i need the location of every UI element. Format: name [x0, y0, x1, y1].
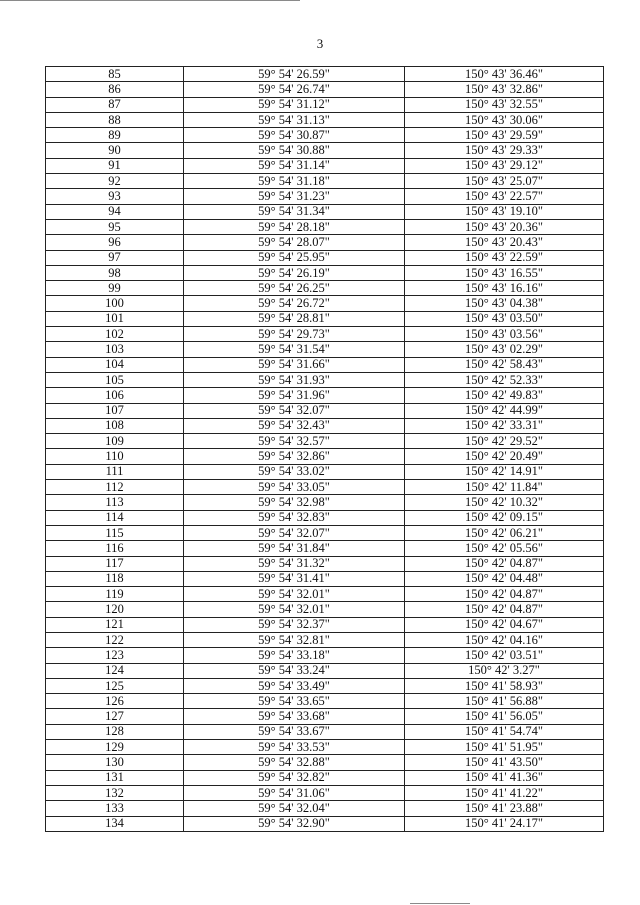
table-row [46, 418, 604, 433]
longitude-cell: 150° 42' 06.21" [405, 525, 604, 540]
longitude-cell: 150° 42' 05.56" [405, 541, 604, 556]
longitude-cell: 150° 42' 20.49" [405, 449, 604, 464]
point-number-cell: 134 [46, 816, 184, 831]
table-row [46, 235, 604, 250]
latitude-cell: 59° 54' 32.83" [184, 510, 405, 525]
latitude-cell: 59° 54' 31.12" [184, 97, 405, 112]
table-row [46, 556, 604, 571]
latitude-cell: 59° 54' 32.57" [184, 434, 405, 449]
table-row [46, 67, 604, 82]
point-number-cell: 99 [46, 281, 184, 296]
point-number-cell: 116 [46, 541, 184, 556]
point-number-cell: 112 [46, 480, 184, 495]
table-row [46, 449, 604, 464]
table-row [46, 174, 604, 189]
point-number-cell: 98 [46, 265, 184, 280]
longitude-cell: 150° 42' 49.83" [405, 388, 604, 403]
longitude-cell: 150° 42' 04.87" [405, 602, 604, 617]
table-row [46, 663, 604, 678]
point-number-cell: 90 [46, 143, 184, 158]
table-row [46, 816, 604, 831]
table-row [46, 495, 604, 510]
table-row [46, 464, 604, 479]
longitude-cell: 150° 41' 58.93" [405, 678, 604, 693]
point-number-cell: 91 [46, 158, 184, 173]
latitude-cell: 59° 54' 32.86" [184, 449, 405, 464]
table-row [46, 281, 604, 296]
point-number-cell: 102 [46, 327, 184, 342]
coordinates-table-body [46, 67, 604, 832]
point-number-cell: 121 [46, 617, 184, 632]
longitude-cell: 150° 43' 32.55" [405, 97, 604, 112]
table-row [46, 403, 604, 418]
table-row [46, 724, 604, 739]
latitude-cell: 59° 54' 32.82" [184, 770, 405, 785]
coordinates-table [45, 66, 604, 832]
point-number-cell: 97 [46, 250, 184, 265]
longitude-cell: 150° 43' 16.55" [405, 265, 604, 280]
longitude-cell: 150° 43' 25.07" [405, 174, 604, 189]
latitude-cell: 59° 54' 26.19" [184, 265, 405, 280]
point-number-cell: 111 [46, 464, 184, 479]
point-number-cell: 95 [46, 219, 184, 234]
latitude-cell: 59° 54' 33.05" [184, 480, 405, 495]
table-row [46, 480, 604, 495]
latitude-cell: 59° 54' 32.07" [184, 403, 405, 418]
table-row [46, 219, 604, 234]
table-row [46, 694, 604, 709]
point-number-cell: 87 [46, 97, 184, 112]
point-number-cell: 126 [46, 694, 184, 709]
table-row [46, 632, 604, 647]
point-number-cell: 114 [46, 510, 184, 525]
point-number-cell: 122 [46, 632, 184, 647]
longitude-cell: 150° 42' 11.84" [405, 480, 604, 495]
longitude-cell: 150° 41' 56.88" [405, 694, 604, 709]
table-row [46, 388, 604, 403]
latitude-cell: 59° 54' 26.74" [184, 82, 405, 97]
point-number-cell: 107 [46, 403, 184, 418]
point-number-cell: 130 [46, 755, 184, 770]
latitude-cell: 59° 54' 32.88" [184, 755, 405, 770]
point-number-cell: 123 [46, 648, 184, 663]
longitude-cell: 150° 43' 03.50" [405, 311, 604, 326]
point-number-cell: 127 [46, 709, 184, 724]
latitude-cell: 59° 54' 33.49" [184, 678, 405, 693]
longitude-cell: 150° 42' 04.87" [405, 556, 604, 571]
longitude-cell: 150° 43' 20.36" [405, 219, 604, 234]
point-number-cell: 133 [46, 801, 184, 816]
table-row [46, 189, 604, 204]
latitude-cell: 59° 54' 31.54" [184, 342, 405, 357]
point-number-cell: 104 [46, 357, 184, 372]
table-row [46, 204, 604, 219]
longitude-cell: 150° 43' 32.86" [405, 82, 604, 97]
point-number-cell: 94 [46, 204, 184, 219]
point-number-cell: 92 [46, 174, 184, 189]
table-row [46, 265, 604, 280]
table-row [46, 82, 604, 97]
longitude-cell: 150° 42' 03.51" [405, 648, 604, 663]
latitude-cell: 59° 54' 31.23" [184, 189, 405, 204]
table-row [46, 801, 604, 816]
latitude-cell: 59° 54' 28.81" [184, 311, 405, 326]
longitude-cell: 150° 42' 04.87" [405, 587, 604, 602]
point-number-cell: 132 [46, 785, 184, 800]
point-number-cell: 119 [46, 587, 184, 602]
scan-artifact-line [410, 903, 470, 904]
latitude-cell: 59° 54' 31.14" [184, 158, 405, 173]
table-row [46, 617, 604, 632]
latitude-cell: 59° 54' 32.01" [184, 602, 405, 617]
latitude-cell: 59° 54' 33.18" [184, 648, 405, 663]
table-row [46, 128, 604, 143]
table-row [46, 158, 604, 173]
point-number-cell: 115 [46, 525, 184, 540]
longitude-cell: 150° 42' 52.33" [405, 372, 604, 387]
longitude-cell: 150° 42' 09.15" [405, 510, 604, 525]
longitude-cell: 150° 41' 41.22" [405, 785, 604, 800]
latitude-cell: 59° 54' 31.66" [184, 357, 405, 372]
latitude-cell: 59° 54' 29.73" [184, 327, 405, 342]
longitude-cell: 150° 43' 19.10" [405, 204, 604, 219]
latitude-cell: 59° 54' 26.72" [184, 296, 405, 311]
longitude-cell: 150° 43' 22.59" [405, 250, 604, 265]
table-row [46, 587, 604, 602]
longitude-cell: 150° 42' 33.31" [405, 418, 604, 433]
point-number-cell: 109 [46, 434, 184, 449]
table-row [46, 678, 604, 693]
table-row [46, 541, 604, 556]
table-row [46, 112, 604, 127]
longitude-cell: 150° 41' 23.88" [405, 801, 604, 816]
point-number-cell: 86 [46, 82, 184, 97]
latitude-cell: 59° 54' 32.98" [184, 495, 405, 510]
point-number-cell: 93 [46, 189, 184, 204]
point-number-cell: 89 [46, 128, 184, 143]
latitude-cell: 59° 54' 26.25" [184, 281, 405, 296]
latitude-cell: 59° 54' 32.90" [184, 816, 405, 831]
point-number-cell: 110 [46, 449, 184, 464]
latitude-cell: 59° 54' 31.18" [184, 174, 405, 189]
longitude-cell: 150° 43' 04.38" [405, 296, 604, 311]
table-row [46, 785, 604, 800]
longitude-cell: 150° 43' 29.12" [405, 158, 604, 173]
point-number-cell: 113 [46, 495, 184, 510]
latitude-cell: 59° 54' 32.07" [184, 525, 405, 540]
table-row [46, 740, 604, 755]
point-number-cell: 125 [46, 678, 184, 693]
point-number-cell: 100 [46, 296, 184, 311]
table-row [46, 602, 604, 617]
longitude-cell: 150° 42' 04.16" [405, 632, 604, 647]
latitude-cell: 59° 54' 28.07" [184, 235, 405, 250]
latitude-cell: 59° 54' 33.67" [184, 724, 405, 739]
point-number-cell: 129 [46, 740, 184, 755]
latitude-cell: 59° 54' 30.87" [184, 128, 405, 143]
latitude-cell: 59° 54' 26.59" [184, 67, 405, 82]
latitude-cell: 59° 54' 32.01" [184, 587, 405, 602]
latitude-cell: 59° 54' 33.68" [184, 709, 405, 724]
point-number-cell: 117 [46, 556, 184, 571]
longitude-cell: 150° 42' 3.27" [405, 663, 604, 678]
table-row [46, 296, 604, 311]
point-number-cell: 131 [46, 770, 184, 785]
point-number-cell: 96 [46, 235, 184, 250]
point-number-cell: 120 [46, 602, 184, 617]
point-number-cell: 118 [46, 571, 184, 586]
latitude-cell: 59° 54' 32.04" [184, 801, 405, 816]
point-number-cell: 101 [46, 311, 184, 326]
latitude-cell: 59° 54' 31.93" [184, 372, 405, 387]
latitude-cell: 59° 54' 31.13" [184, 112, 405, 127]
longitude-cell: 150° 43' 20.43" [405, 235, 604, 250]
table-row [46, 770, 604, 785]
point-number-cell: 108 [46, 418, 184, 433]
longitude-cell: 150° 42' 14.91" [405, 464, 604, 479]
latitude-cell: 59° 54' 32.37" [184, 617, 405, 632]
table-row [46, 97, 604, 112]
longitude-cell: 150° 42' 58.43" [405, 357, 604, 372]
point-number-cell: 124 [46, 663, 184, 678]
latitude-cell: 59° 54' 31.34" [184, 204, 405, 219]
table-row [46, 525, 604, 540]
point-number-cell: 103 [46, 342, 184, 357]
table-row [46, 357, 604, 372]
longitude-cell: 150° 42' 29.52" [405, 434, 604, 449]
longitude-cell: 150° 41' 41.36" [405, 770, 604, 785]
latitude-cell: 59° 54' 33.53" [184, 740, 405, 755]
table-row [46, 143, 604, 158]
longitude-cell: 150° 41' 54.74" [405, 724, 604, 739]
scan-artifact-line [0, 0, 300, 1]
latitude-cell: 59° 54' 31.84" [184, 541, 405, 556]
point-number-cell: 85 [46, 67, 184, 82]
latitude-cell: 59° 54' 31.41" [184, 571, 405, 586]
latitude-cell: 59° 54' 33.02" [184, 464, 405, 479]
longitude-cell: 150° 41' 24.17" [405, 816, 604, 831]
page-number: 3 [316, 36, 324, 51]
latitude-cell: 59° 54' 33.65" [184, 694, 405, 709]
table-row [46, 327, 604, 342]
point-number-cell: 105 [46, 372, 184, 387]
longitude-cell: 150° 41' 51.95" [405, 740, 604, 755]
table-row [46, 510, 604, 525]
longitude-cell: 150° 43' 36.46" [405, 67, 604, 82]
latitude-cell: 59° 54' 32.43" [184, 418, 405, 433]
longitude-cell: 150° 42' 04.48" [405, 571, 604, 586]
latitude-cell: 59° 54' 32.81" [184, 632, 405, 647]
table-row [46, 571, 604, 586]
point-number-cell: 128 [46, 724, 184, 739]
longitude-cell: 150° 41' 56.05" [405, 709, 604, 724]
longitude-cell: 150° 43' 29.59" [405, 128, 604, 143]
latitude-cell: 59° 54' 28.18" [184, 219, 405, 234]
latitude-cell: 59° 54' 30.88" [184, 143, 405, 158]
table-row [46, 311, 604, 326]
longitude-cell: 150° 43' 30.06" [405, 112, 604, 127]
table-row [46, 372, 604, 387]
longitude-cell: 150° 43' 02.29" [405, 342, 604, 357]
longitude-cell: 150° 42' 10.32" [405, 495, 604, 510]
table-row [46, 709, 604, 724]
longitude-cell: 150° 42' 04.67" [405, 617, 604, 632]
longitude-cell: 150° 43' 22.57" [405, 189, 604, 204]
table-row [46, 434, 604, 449]
table-row [46, 648, 604, 663]
point-number-cell: 88 [46, 112, 184, 127]
latitude-cell: 59° 54' 31.32" [184, 556, 405, 571]
longitude-cell: 150° 42' 44.99" [405, 403, 604, 418]
longitude-cell: 150° 43' 03.56" [405, 327, 604, 342]
table-row [46, 250, 604, 265]
table-row [46, 755, 604, 770]
latitude-cell: 59° 54' 25.95" [184, 250, 405, 265]
point-number-cell: 106 [46, 388, 184, 403]
latitude-cell: 59° 54' 31.06" [184, 785, 405, 800]
longitude-cell: 150° 43' 16.16" [405, 281, 604, 296]
table-row [46, 342, 604, 357]
latitude-cell: 59° 54' 33.24" [184, 663, 405, 678]
longitude-cell: 150° 43' 29.33" [405, 143, 604, 158]
latitude-cell: 59° 54' 31.96" [184, 388, 405, 403]
longitude-cell: 150° 41' 43.50" [405, 755, 604, 770]
